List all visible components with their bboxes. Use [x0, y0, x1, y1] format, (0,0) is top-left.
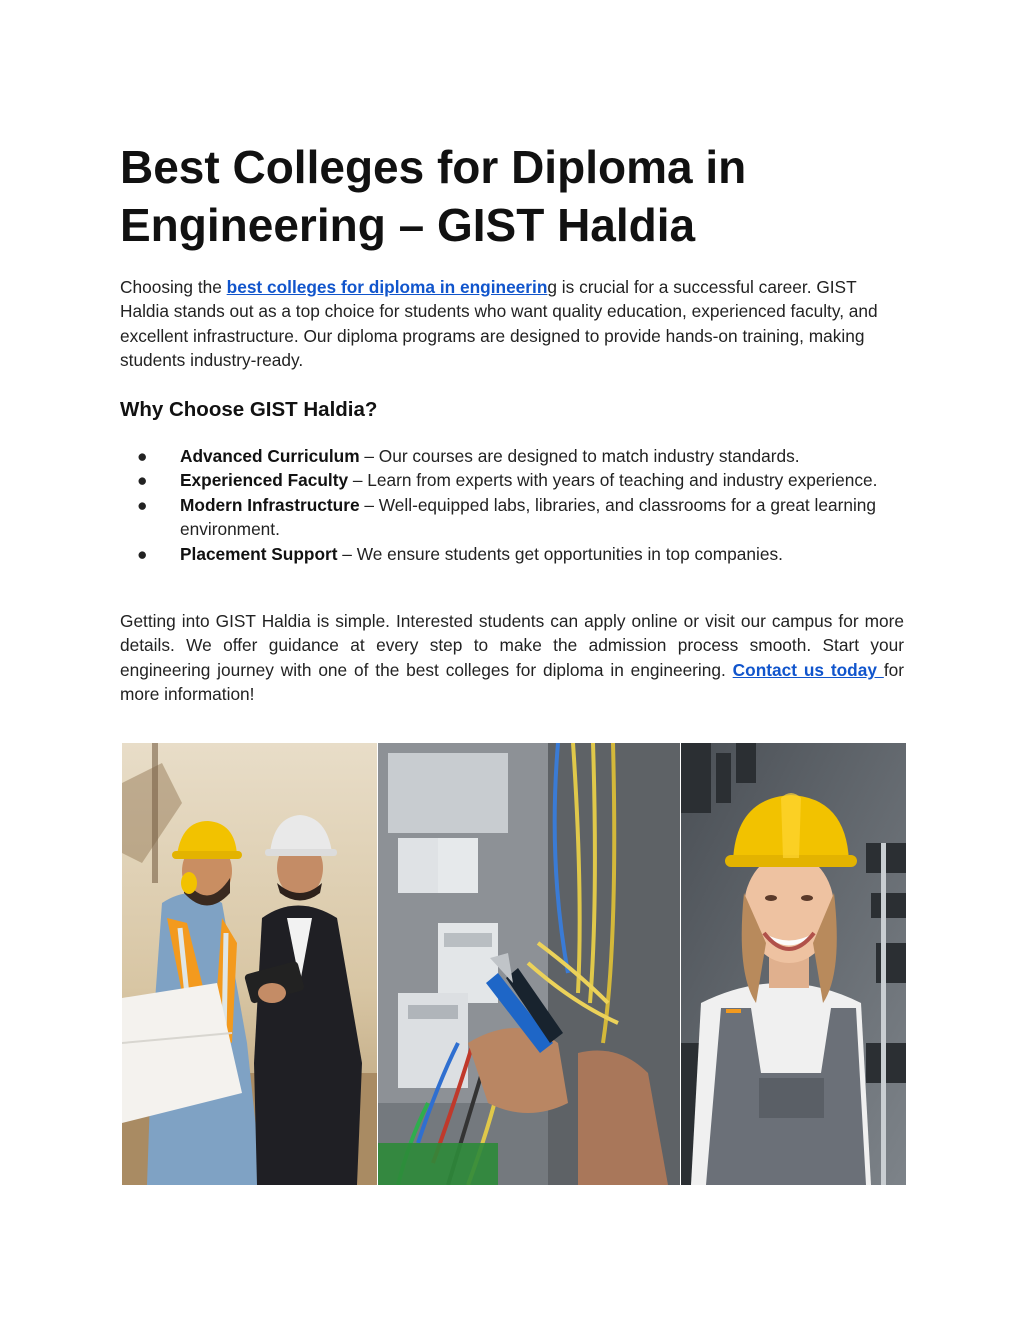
female-engineer-yellow-helmet-photo — [681, 743, 906, 1185]
admission-text-end: for more information! — [120, 659, 904, 705]
list-item — [120, 444, 880, 468]
bullet-icon: ● — [137, 543, 148, 564]
electrician-wiring-photo — [378, 743, 680, 1185]
feature-text: – Our courses are designed to match industry standards. — [359, 446, 800, 466]
bullet-icon: ● — [137, 446, 148, 466]
engineers-with-blueprint-photo — [122, 743, 377, 1185]
intro-text-start: Choosing the — [120, 277, 227, 297]
feature-title: Experienced Faculty — [180, 470, 349, 491]
contact-us-link[interactable]: Contact us today — [732, 659, 884, 680]
feature-title: Placement Support — [180, 543, 338, 564]
admission-text: Getting into GIST Haldia is simple. Interested students can apply online or visit our campus for more details. We offer guidance at every step to make the admission process smooth. Start your engineering journey with one of the best colleges for diploma in engineering. — [120, 611, 904, 680]
why-choose-heading: Why Choose GIST Haldia? — [120, 398, 378, 421]
feature-title: Advanced Curriculum — [180, 446, 360, 466]
feature-text: – Well-equipped labs, libraries, and classrooms for a great learning environment. — [180, 494, 877, 540]
intro-paragraph — [120, 275, 910, 373]
list-item — [120, 468, 880, 492]
photo-collage — [122, 743, 906, 1185]
bullet-icon: ● — [137, 470, 148, 491]
page-title — [120, 138, 920, 254]
title-line-2: Engineering – GIST Haldia — [120, 199, 696, 251]
feature-text: – Learn from experts with years of teaching and industry experience. — [348, 470, 878, 491]
features-list — [120, 444, 880, 566]
best-colleges-link[interactable]: best colleges for diploma in engineerin — [226, 277, 548, 297]
admission-paragraph — [120, 609, 904, 707]
feature-text: – We ensure students get opportunities in top companies. — [337, 543, 783, 564]
title-line-1: Best Colleges for Diploma in — [120, 141, 747, 193]
list-item — [120, 493, 880, 542]
intro-text-rest: g is crucial for a successful career. GIST Haldia stands out as a top choice for students who want quality education, experienced faculty, and excellent infrastructure. Our diploma programs are designed to provide hands-on training, making students industry-ready. — [120, 277, 878, 371]
bullet-icon: ● — [137, 494, 148, 515]
list-item — [120, 542, 880, 566]
feature-title: Modern Infrastructure — [180, 494, 360, 515]
